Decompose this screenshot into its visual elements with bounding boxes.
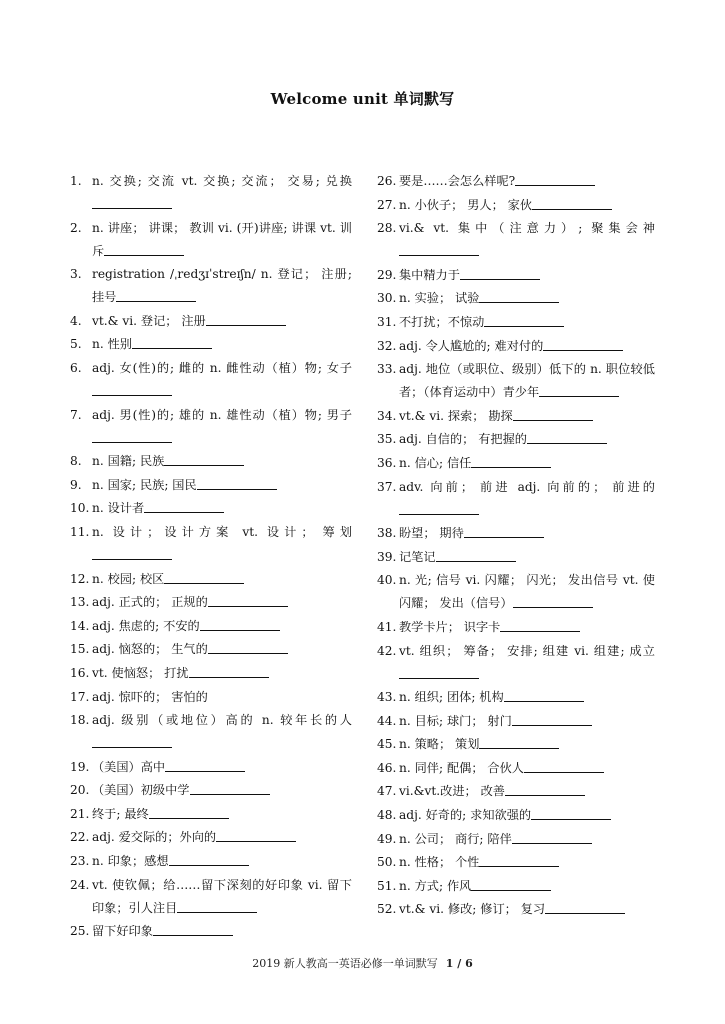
- list-item: [70, 404, 352, 450]
- page-number: 1 / 6: [445, 957, 473, 970]
- item-number: 15.: [70, 642, 90, 657]
- item-definition: n. 性格； 个性: [399, 855, 480, 870]
- item-definition: adj. 恼怒的； 生气的: [92, 642, 208, 657]
- answer-blank[interactable]: [543, 338, 623, 351]
- list-item: [377, 804, 655, 827]
- list-item: [70, 779, 352, 802]
- answer-blank[interactable]: [464, 525, 544, 538]
- list-item: [70, 310, 352, 333]
- item-number: 46.: [377, 760, 397, 775]
- item-definition: n. 设计者: [92, 501, 145, 516]
- list-item: [377, 733, 655, 756]
- list-item: [70, 591, 352, 614]
- item-definition: vt. 组织； 筹备； 安排; 组建 vi. 组建; 成立: [399, 643, 655, 658]
- answer-blank[interactable]: [479, 290, 559, 303]
- item-definition: n. 小伙子； 男人； 家伙: [399, 197, 533, 212]
- word-list-left: [70, 170, 352, 944]
- answer-blank[interactable]: [504, 689, 584, 702]
- item-number: 40.: [377, 573, 397, 588]
- list-item: [377, 170, 655, 193]
- item-number: 11.: [70, 524, 90, 539]
- list-item: [377, 405, 655, 428]
- answer-blank[interactable]: [531, 807, 611, 820]
- answer-blank[interactable]: [92, 430, 172, 443]
- item-number: 19.: [70, 759, 90, 774]
- list-item: [70, 709, 352, 755]
- answer-blank[interactable]: [92, 196, 172, 209]
- list-item: [70, 920, 352, 943]
- answer-blank[interactable]: [436, 549, 516, 562]
- item-definition: 集中精力于: [399, 267, 460, 282]
- item-definition: n. 策略； 策划: [399, 737, 480, 752]
- item-definition: n. 校园; 校区: [92, 571, 165, 586]
- item-number: 51.: [377, 878, 397, 893]
- item-definition: n. 交换; 交流 vt. 交换; 交流； 交易; 兑换: [92, 174, 352, 188]
- word-list-right: [377, 170, 655, 922]
- item-definition: registration /ˌredʒɪˈstreɪʃn/ n. 登记； 注册; 挂号: [92, 267, 352, 305]
- list-item: [70, 615, 352, 638]
- answer-blank[interactable]: [164, 571, 244, 584]
- item-number: 21.: [70, 806, 90, 821]
- item-number: 10.: [70, 501, 90, 516]
- item-number: 29.: [377, 267, 397, 282]
- list-item: [377, 264, 655, 287]
- list-item: [377, 428, 655, 451]
- answer-blank[interactable]: [190, 782, 270, 795]
- item-definition: n. 组织; 团体; 机构: [399, 690, 504, 705]
- item-number: 8.: [70, 454, 82, 469]
- list-item: [377, 287, 655, 310]
- item-definition: n. 目标; 球门； 射门: [399, 713, 512, 728]
- list-item: [70, 662, 352, 685]
- item-number: 24.: [70, 877, 90, 892]
- list-item: [377, 710, 655, 733]
- list-item: [70, 170, 352, 216]
- item-definition: vt.& vi. 登记； 注册: [92, 313, 206, 328]
- answer-blank[interactable]: [164, 453, 244, 466]
- item-definition: 不打扰；不惊动: [399, 314, 485, 329]
- item-number: 32.: [377, 338, 397, 353]
- item-number: 14.: [70, 618, 90, 633]
- list-item: [377, 757, 655, 780]
- item-definition: adj. 女(性)的; 雌的 n. 雌性动（植）物; 女子: [92, 360, 352, 375]
- answer-blank[interactable]: [512, 713, 592, 726]
- item-number: 9.: [70, 477, 82, 492]
- item-definition: 终于; 最终: [92, 806, 149, 821]
- answer-blank[interactable]: [479, 736, 559, 749]
- answer-blank[interactable]: [92, 383, 172, 396]
- list-item: [377, 640, 655, 686]
- item-number: 38.: [377, 526, 397, 541]
- item-definition: adj. 爱交际的；外向的: [92, 830, 217, 845]
- item-number: 31.: [377, 314, 397, 329]
- item-number: 45.: [377, 737, 397, 752]
- answer-blank[interactable]: [545, 901, 625, 914]
- answer-blank[interactable]: [399, 502, 479, 515]
- item-number: 50.: [377, 855, 397, 870]
- item-number: 18.: [70, 713, 90, 728]
- item-number: 25.: [70, 924, 90, 939]
- item-number: 20.: [70, 783, 90, 798]
- list-item: [377, 476, 655, 522]
- answer-blank[interactable]: [532, 197, 612, 210]
- list-item: [377, 686, 655, 709]
- item-number: 1.: [70, 174, 82, 188]
- list-item: [377, 358, 655, 404]
- item-number: 41.: [377, 619, 397, 634]
- item-number: 34.: [377, 408, 397, 423]
- list-item: [70, 497, 352, 520]
- answer-blank[interactable]: [513, 595, 593, 608]
- list-item: [70, 826, 352, 849]
- item-definition: 盼望； 期待: [399, 526, 464, 541]
- list-item: [70, 521, 352, 567]
- item-definition: 留下好印象: [92, 924, 153, 939]
- answer-blank[interactable]: [208, 594, 288, 607]
- item-number: 52.: [377, 902, 397, 917]
- list-item: [377, 546, 655, 569]
- item-definition: （美国）初级中学: [92, 783, 190, 798]
- answer-blank[interactable]: [189, 665, 269, 678]
- answer-blank[interactable]: [165, 759, 245, 772]
- answer-blank[interactable]: [206, 313, 286, 326]
- list-item: [377, 194, 655, 217]
- item-definition: adj. 好奇的; 求知欲强的: [399, 808, 532, 823]
- item-number: 36.: [377, 455, 397, 470]
- item-number: 5.: [70, 337, 82, 352]
- item-number: 17.: [70, 689, 90, 704]
- answer-blank[interactable]: [200, 618, 280, 631]
- item-number: 4.: [70, 313, 82, 328]
- list-item: [70, 638, 352, 661]
- item-definition: n. 设计；设计方案 vt. 设计； 筹划: [92, 524, 352, 539]
- list-item: [377, 335, 655, 358]
- item-number: 30.: [377, 291, 397, 306]
- list-item: [70, 686, 352, 709]
- answer-blank[interactable]: [399, 243, 479, 256]
- answer-blank[interactable]: [539, 384, 619, 397]
- item-definition: adj. 男(性)的; 雄的 n. 雄性动（植）物; 男子: [92, 407, 352, 422]
- list-item: [70, 874, 352, 920]
- item-number: 7.: [70, 407, 82, 422]
- item-definition: 教学卡片； 识字卡: [399, 619, 501, 634]
- item-definition: adj. 令人尴尬的; 难对付的: [399, 338, 544, 353]
- answer-blank[interactable]: [505, 783, 585, 796]
- answer-blank[interactable]: [524, 760, 604, 773]
- item-number: 49.: [377, 831, 397, 846]
- list-item: [70, 450, 352, 473]
- answer-blank[interactable]: [149, 806, 229, 819]
- answer-blank[interactable]: [513, 408, 593, 421]
- item-definition: adj. 焦虑的; 不安的: [92, 618, 200, 633]
- item-definition: n. 信心; 信任: [399, 455, 472, 470]
- answer-blank[interactable]: [216, 829, 296, 842]
- item-definition: n. 实验； 试验: [399, 291, 480, 306]
- list-item: [377, 616, 655, 639]
- item-number: 26.: [377, 174, 397, 188]
- list-item: [377, 522, 655, 545]
- item-number: 39.: [377, 549, 397, 564]
- list-item: [70, 803, 352, 826]
- item-definition: vi.& vt. 集中（注意力）; 聚集会神: [399, 221, 655, 236]
- answer-blank[interactable]: [132, 336, 212, 349]
- item-definition: adj. 自信的； 有把握的: [399, 432, 527, 447]
- list-item: [377, 875, 655, 898]
- item-number: 13.: [70, 595, 90, 610]
- item-number: 27.: [377, 197, 397, 212]
- list-item: [377, 828, 655, 851]
- item-definition: n. 公司； 商行; 陪伴: [399, 831, 512, 846]
- answer-blank[interactable]: [144, 500, 224, 513]
- item-number: 3.: [70, 267, 82, 282]
- item-definition: vt.& vi. 修改; 修订； 复习: [399, 902, 546, 917]
- answer-blank[interactable]: [460, 267, 540, 280]
- answer-blank[interactable]: [399, 666, 479, 679]
- list-item: [70, 217, 352, 263]
- item-definition: n. 方式; 作风: [399, 878, 472, 893]
- list-item: [70, 568, 352, 591]
- item-number: 33.: [377, 362, 397, 377]
- item-number: 16.: [70, 665, 90, 680]
- list-item: [377, 780, 655, 803]
- item-number: 35.: [377, 432, 397, 447]
- answer-blank[interactable]: [515, 173, 595, 186]
- list-item: [377, 569, 655, 615]
- list-item: [377, 851, 655, 874]
- item-definition: 要是……会怎么样呢?: [399, 174, 516, 188]
- answer-blank[interactable]: [104, 243, 184, 256]
- list-item: [70, 850, 352, 873]
- answer-blank[interactable]: [479, 854, 559, 867]
- item-definition: n. 印象；感想: [92, 854, 169, 869]
- item-number: 2.: [70, 220, 82, 235]
- item-number: 12.: [70, 571, 90, 586]
- answer-blank[interactable]: [512, 831, 592, 844]
- answer-blank[interactable]: [197, 477, 277, 490]
- item-number: 48.: [377, 808, 397, 823]
- list-item: [70, 474, 352, 497]
- item-definition: adj. 地位（或职位、级别）低下的 n. 职位较低者；（体育运动中）青少年: [399, 362, 655, 400]
- item-number: 28.: [377, 221, 397, 236]
- item-definition: n. 国家; 民族; 国民: [92, 477, 197, 492]
- item-number: 22.: [70, 830, 90, 845]
- item-number: 47.: [377, 784, 397, 799]
- list-item: [377, 217, 655, 263]
- item-definition: adj. 惊吓的； 害怕的: [92, 689, 208, 704]
- answer-blank[interactable]: [500, 619, 580, 632]
- item-definition: adv. 向前； 前进 adj. 向前的； 前进的: [399, 479, 655, 494]
- item-number: 6.: [70, 360, 82, 375]
- item-definition: vt.& vi. 探索； 勘探: [399, 408, 513, 423]
- item-definition: 记笔记: [399, 549, 436, 564]
- answer-blank[interactable]: [527, 431, 607, 444]
- item-number: 44.: [377, 713, 397, 728]
- item-definition: vi.&vt.改进； 改善: [399, 784, 505, 799]
- answer-blank[interactable]: [153, 923, 233, 936]
- answer-blank[interactable]: [177, 900, 257, 913]
- list-item: [70, 333, 352, 356]
- answer-blank[interactable]: [471, 455, 551, 468]
- item-number: 23.: [70, 854, 90, 869]
- page-title: Welcome unit 单词默写: [270, 90, 455, 108]
- item-definition: adj. 正式的； 正规的: [92, 595, 208, 610]
- list-item: [377, 452, 655, 475]
- item-definition: adj. 级别（或地位）高的 n. 较年长的人: [92, 713, 352, 728]
- page-footer: [0, 955, 725, 971]
- item-definition: n. 国籍; 民族: [92, 454, 165, 469]
- item-number: 43.: [377, 690, 397, 705]
- answer-blank[interactable]: [471, 878, 551, 891]
- answer-blank[interactable]: [169, 853, 249, 866]
- item-definition: n. 性别: [92, 337, 132, 352]
- item-definition: （美国）高中: [92, 759, 166, 774]
- item-definition: n. 光; 信号 vi. 闪耀； 闪光； 发出信号 vt. 使闪耀； 发出（信号）: [399, 573, 655, 611]
- item-definition: n. 同伴; 配偶； 合伙人: [399, 760, 524, 775]
- list-item: [70, 357, 352, 403]
- answer-blank[interactable]: [484, 314, 564, 327]
- answer-blank[interactable]: [116, 289, 196, 302]
- list-item: [377, 311, 655, 334]
- item-definition: n. 讲座； 讲课； 教训 vi. (开)讲座; 讲课 vt. 训斥: [92, 220, 352, 258]
- item-definition: vt. 使恼怒； 打扰: [92, 665, 189, 680]
- item-number: 37.: [377, 479, 397, 494]
- answer-blank[interactable]: [208, 641, 288, 654]
- list-item: [70, 756, 352, 779]
- list-item: [377, 898, 655, 921]
- item-definition: vt. 使钦佩；给……留下深刻的好印象 vi. 留下印象；引人注目: [92, 877, 352, 915]
- answer-blank[interactable]: [92, 735, 172, 748]
- list-item: [70, 263, 352, 309]
- answer-blank[interactable]: [92, 547, 172, 560]
- item-number: 42.: [377, 643, 397, 658]
- footer-text: 2019 新人教高一英语必修一单词默写: [252, 957, 438, 970]
